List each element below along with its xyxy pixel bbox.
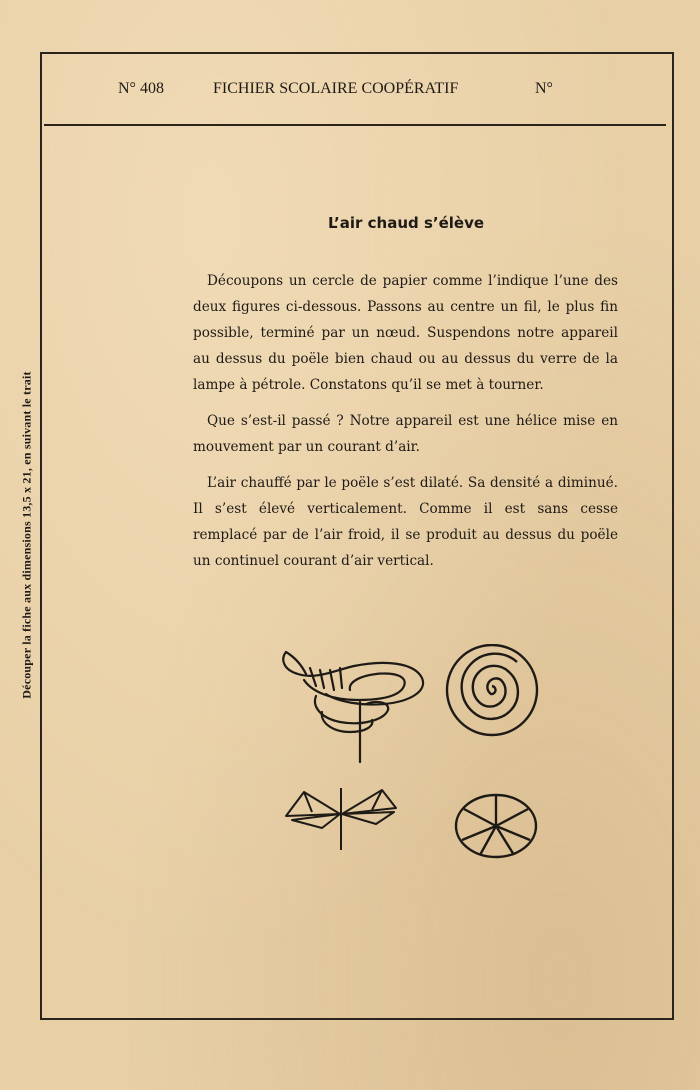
spiral-pattern-drawing [444,644,544,740]
cut-circle-pattern-drawing [452,792,544,860]
spiral-helix-drawing [276,640,436,768]
paragraph-1: Découpons un cercle de papier comme l’indique l’une des deux figures ci-dessous. Passons au centre un fil, le plus fin possible, terminé par un nœud. Suspendons notre appareil au dessus du poële bien chaud ou au dessus du verre de la lampe à pétrole. Constatons qu’il se met à tourner. [193,273,618,393]
body-text [193,268,618,584]
paragraph-2: Que s’est-il passé ? Notre appareil est une hélice mise en mouvement par un courant d’air. [193,413,618,455]
pinwheel-helix-drawing [282,784,402,854]
card-series-title: FICHIER SCOLAIRE COOPÉRATIF [213,80,459,97]
paragraph-3: L’air chauffé par le poële s’est dilaté. Sa densité a diminué. Il s’est élevé verticalement. Comme il est sans cesse remplacé par de l’air froid, il se produit au dessus du poële un continuel courant d’air vertical. [193,475,618,569]
page-title: L’air chaud s’élève [327,214,485,232]
header-divider [44,124,666,126]
cut-instruction: Découper la fiche aux dimensions 13,5 x 21, en suivant le trait [19,371,34,699]
card-number: N° 408 [118,80,164,97]
card-number-blank: N° [535,80,553,97]
